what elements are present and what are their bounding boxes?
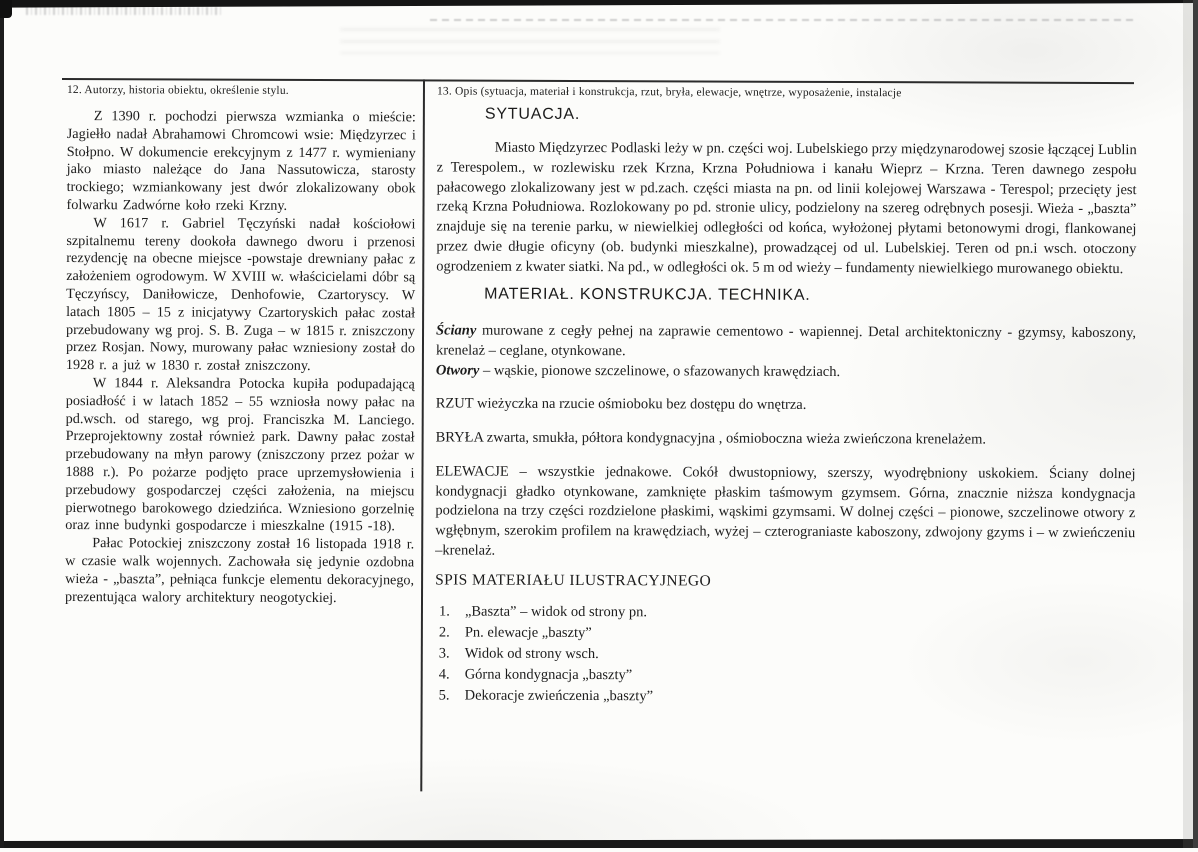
list-item-text: Pn. elewacje „baszty” (464, 624, 592, 641)
section-heading-material: MATERIAŁ. KONSTRUKCJA. TECHNIKA. (484, 285, 811, 304)
list-item (439, 685, 1135, 709)
list-item-number: 2. (438, 624, 450, 641)
column-divider (420, 79, 425, 791)
list-item-number: 4. (438, 666, 450, 683)
field-13-header: 13. Opis (sytuacja, materiał i konstrukcja, rzut, bryła, elewacje, wnętrze, wyposażenie, instalacje (436, 85, 902, 100)
elewacje-label: ELEWACJE (435, 463, 509, 480)
field-13-column (435, 85, 1137, 708)
list-item-text: Dekoracje zwieńczenia „baszty” (464, 687, 654, 705)
field-12-header: 12. Autorzy, historia obiektu, określenie stylu. (66, 84, 289, 97)
history-paragraph: Z 1390 r. pochodzi pierwsza wzmianka o mieście: Jagiełło nadał Abrahamowi Chromcowi wsie: Międzyrzec i Stołpno. W dokumencie erekcyjnym z 1477 r. wymieniany jako miasto należące do Jana Nassutowicza, starosty trockiego; wzmiankowany jest dwór zlokalizowany obok folwarku Zadwórne koło rzeki Krzny. (66, 108, 416, 214)
scan-corner-mark (0, 0, 12, 18)
list-item-text: „Baszta” – widok od strony pn. (464, 603, 648, 621)
scan-edge-right-shadow (1183, 0, 1193, 848)
list-item (439, 643, 1135, 667)
history-paragraph: W 1844 r. Aleksandra Potocka kupiła podupadającą posiadłość i w latach 1852 – 55 wzniosła nowy pałac na pd.wsch. od starego, wg proj. Franciszka M. Lanciego. Przeprojektowny został również park. Dawny pałac został przebudowany na młyn parowy (zniszczony przez pożar w 1888 r.). Po pożarze podjęto prace uprzemysłowienia i przebudowy gospodarczej części założenia, na miejscu pierwotnego barokowego dziedzińca. Wzniesiono gorzelnię oraz inne budynki gospodarcze i mieszkalne (1915 -18). (65, 375, 415, 535)
list-item-number: 5. (438, 687, 450, 704)
list-item (439, 664, 1135, 688)
bryla-text: zwarta, smukła, półtora kondygnacyjna , ośmioboczna wieża zwieńczona krenelażem. (486, 429, 987, 448)
list-item-text: Górna kondygnacja „baszty” (464, 666, 633, 683)
section-heading-sytuacja: SYTUACJA. (484, 105, 581, 123)
material-entry-text: murowane z cegły pełnej na zaprawie cementowo - wapiennej. Detal architektoniczny - gzymsy, kaboszony, krenelaż – ceglane, otynkowane. (435, 322, 1137, 359)
history-paragraph: W 1617 r. Gabriel Tęczyński nadał kościołowi szpitalnemu tereny dookoła dawnego dworu i przenosi rezydencję na obecne miejsce -powstaje drewniany pałac z założeniem ogrodowym. W XVIII w. właścicielami dóbr są Tęczyńscy, Daniłowicze, Denhofowie, Czartoryscy. W latach 1805 – 15 z inicjatywy Czartoryskich pałac został przebudowany wg proj. S. B. Zuga – w 1815 r. zniszczony przez Rosjan. Nowy, murowany pałac wzniesiony został do 1928 r. a już w 1830 r. został zniszczony. (65, 214, 416, 375)
material-entries (436, 320, 1136, 383)
material-entry-label: Ściany (436, 322, 477, 339)
field-12-column (65, 84, 416, 608)
list-item-text: Widok od strony wsch. (464, 645, 599, 662)
illustration-list-heading: SPIS MATERIAŁU ILUSTRACYJNEGO (435, 571, 712, 590)
elewacje-section (435, 462, 1135, 564)
header-rule (62, 78, 1134, 84)
material-entry-text: – wąskie, pionowe szczelinowe, o sfazowanych krawędziach. (482, 362, 841, 380)
rzut-label: RZUT (435, 395, 474, 412)
list-item-number: 1. (438, 603, 450, 620)
illustration-list (439, 601, 1135, 709)
sytuacja-body: Miasto Międzyrzec Podlaski leży w pn. części woj. Lubelskiego przy międzynarodowej szosie łączącej Lublin z Terespolem., w rozlewisku rzek Krzna, Krzna Południowa i kanału Wieprz – Krzna. Teren dawnego zespołu pałacowego zlokalizowany jest w pd.zach. części miasta na pn. od linii kolejowej Warszawa - Terespol; przecięty jest rzeką Krzna Południowa. Rozlokowany po pd. stronie ulicy, podzielony na szereg odrębnych posesji. Wieża - „baszta” znajduje się na terenie parku, w niewielkiej odległości od końca, wyłożonej płytami betonowymi drogi, flankowanej przez dwie długie oficyny (ob. budynki mieszkalne), prowadzącej od ul. Lubelskiej. Teren od pn.i wsch. otoczony ogrodzeniem z kwater siatki. Na pd., w odległości ok. 5 m od wieży – fundamenty niewielkiego murowanego obiektu. (436, 139, 1137, 277)
list-item (439, 622, 1135, 646)
elewacje-text: – wszystkie jednakowe. Cokół dwustopniowy, szerszy, wyodrębniony uskokiem. Ściany dolnej kondygnacji gładko otynkowane, zamknięte płaskim taśmowym gzymsem. Górna, znacznie niższa kondygnacja podzielona na trzy części rozdzielone płaskimi, wąskimi gzymsami. W dolnej części – pionowe, szczelinowe otwory z wgłębnym, szerokim profilem na krawędziach, wyżej – czterograniaste kaboszony, zdwojony gzyms i – w zwieńczeniu –krenelaż. (435, 463, 1136, 559)
scan-edge-right (1193, 0, 1198, 848)
bryla-section (436, 428, 1136, 450)
bryla-label: BRYŁA (435, 429, 484, 446)
history-paragraph: Pałac Potockiej zniszczony został 16 listopada 1918 r. w czasie walk wojennych. Zachowała się jedynie ozdobna wieża - „baszta”, pełniąca funkcje elementu dekoracyjnego, prezentująca walory architektury neogotyckiej. (64, 535, 415, 606)
material-entry-label: Otwory (435, 362, 480, 379)
rzut-section (436, 395, 1136, 417)
rzut-text: wieżyczka na rzucie ośmioboku bez dostępu do wnętrza. (476, 395, 807, 414)
list-item-number: 3. (438, 645, 450, 662)
list-item (439, 601, 1135, 625)
material-entry (436, 320, 1136, 363)
material-entry (436, 360, 1136, 383)
scan-edge-left (0, 0, 4, 848)
